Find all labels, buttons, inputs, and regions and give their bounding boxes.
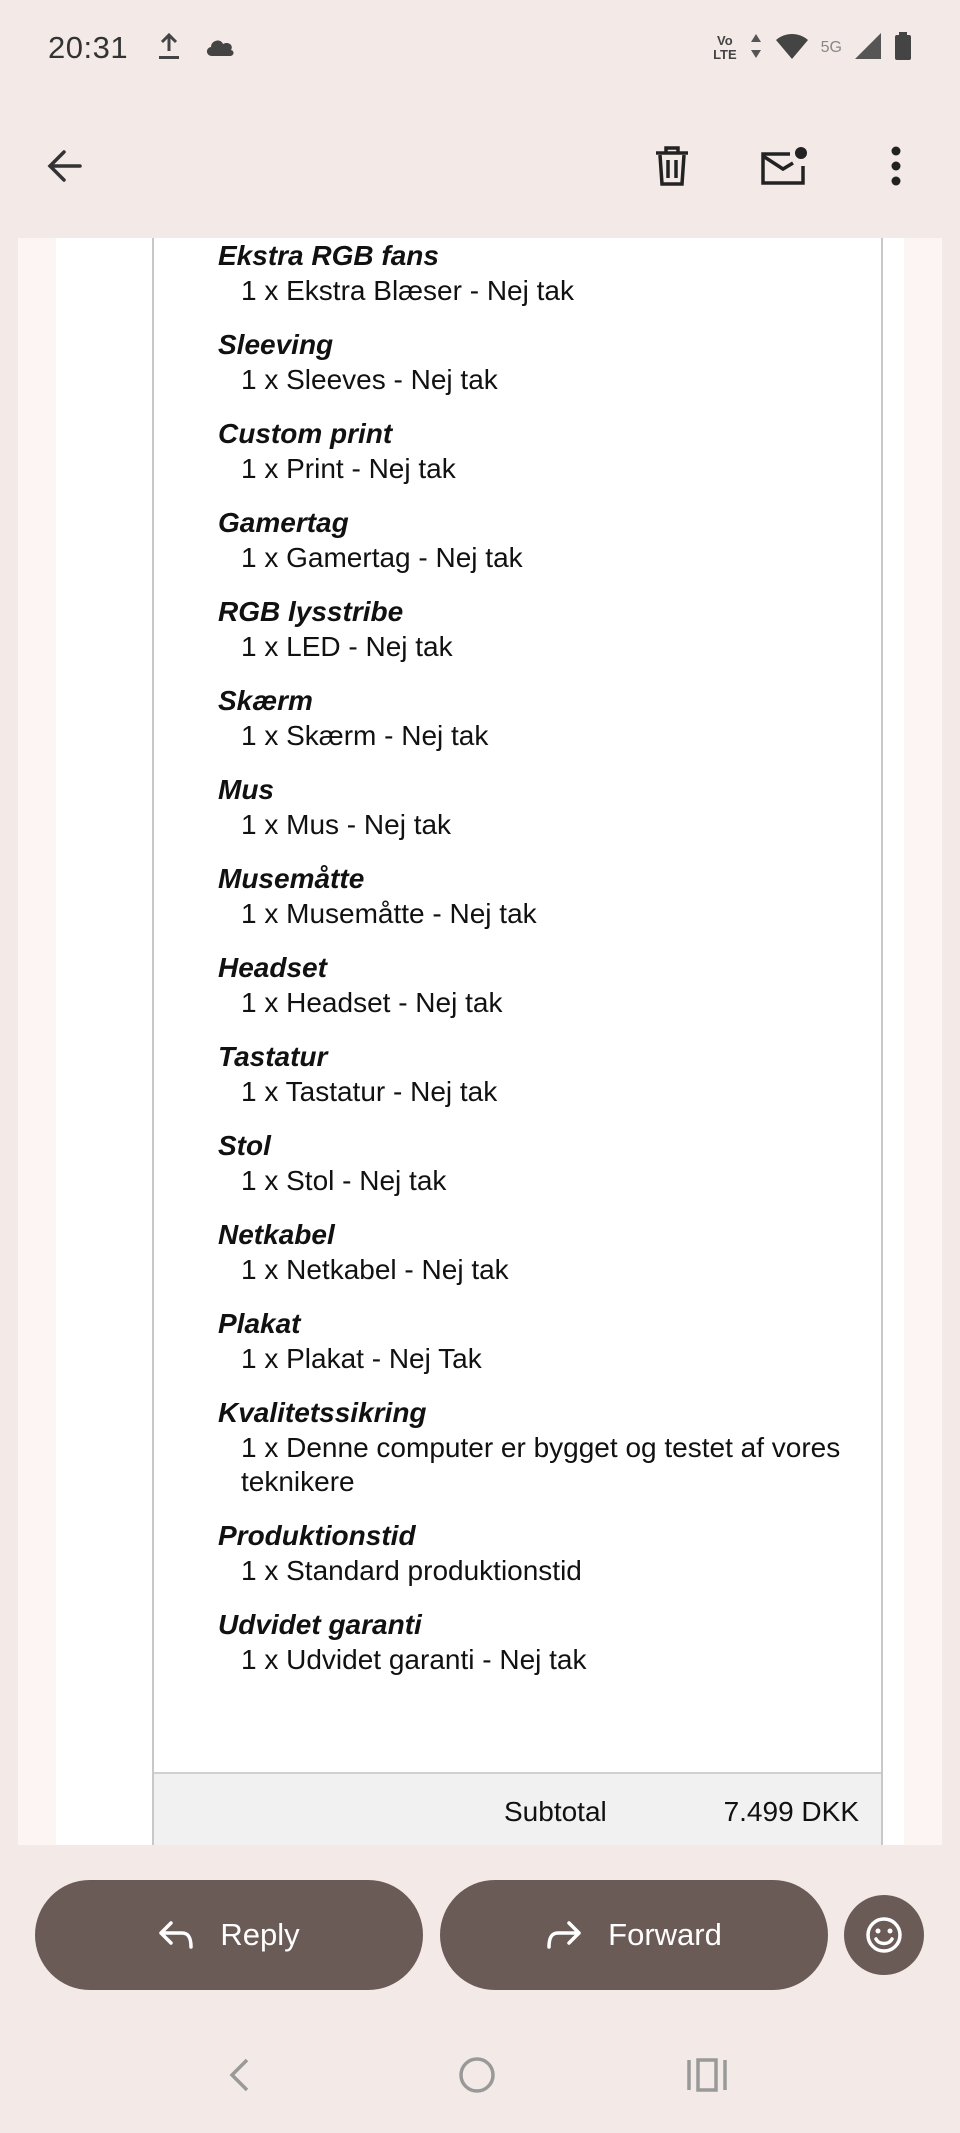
nav-home-button[interactable]: [452, 2050, 502, 2100]
order-item-detail: 1 x Headset - Nej tak: [241, 987, 503, 1018]
order-item-detail: 1 x Musemåtte - Nej tak: [241, 898, 537, 929]
email-body[interactable]: [18, 238, 942, 1845]
forward-button[interactable]: [440, 1880, 828, 1990]
order-item-detail: 1 x Denne computer er bygget og testet af vores teknikere: [241, 1432, 841, 1497]
order-item-title: Plakat: [218, 1308, 301, 1339]
status-right-icons: [713, 31, 912, 66]
order-item: [218, 952, 858, 1020]
order-item: [218, 1219, 858, 1287]
status-time: 20:31: [48, 30, 129, 65]
order-item: [218, 329, 858, 397]
order-item-title: Sleeving: [218, 329, 334, 360]
order-item-title: Udvidet garanti: [218, 1609, 422, 1640]
mark-unread-button[interactable]: [756, 138, 812, 194]
order-item: [218, 1130, 858, 1198]
order-item: [218, 774, 858, 842]
order-item: [218, 1308, 858, 1376]
forward-icon: [546, 1920, 582, 1950]
subtotal-row: [154, 1772, 881, 1845]
mark-unread-icon: [760, 146, 808, 186]
order-item-detail: 1 x Gamertag - Nej tak: [241, 542, 523, 573]
order-item: [218, 863, 858, 931]
order-item-detail: 1 x Stol - Nej tak: [241, 1165, 447, 1196]
order-item: [218, 685, 858, 753]
order-item: [218, 1397, 858, 1499]
nav-recents-button[interactable]: [682, 2050, 732, 2100]
order-item: [218, 240, 858, 308]
order-item-title: Netkabel: [218, 1219, 335, 1250]
subtotal-label: Subtotal: [504, 1796, 607, 1827]
order-item-detail: 1 x Mus - Nej tak: [241, 809, 452, 840]
delete-button[interactable]: [644, 138, 700, 194]
order-item-detail: 1 x Standard produktionstid: [241, 1555, 582, 1586]
order-item: [218, 507, 858, 575]
order-items-list: [218, 240, 858, 1698]
message-actions: [0, 1880, 960, 1990]
reply-button[interactable]: [35, 1880, 423, 1990]
app-bar: [0, 118, 960, 214]
order-item-detail: 1 x Sleeves - Nej tak: [241, 364, 498, 395]
order-item-title: Gamertag: [218, 507, 349, 538]
order-item-detail: 1 x Tastatur - Nej tak: [241, 1076, 498, 1107]
emoji-reaction-button[interactable]: [844, 1895, 924, 1975]
data-arrows-icon: [749, 32, 763, 65]
reply-icon: [158, 1920, 194, 1950]
subtotal-value: 7.499 DKK: [723, 1796, 859, 1827]
nav-back-icon: [227, 2057, 251, 2093]
wifi-icon: [775, 32, 809, 65]
order-details-box: [152, 238, 883, 1845]
order-item-title: Custom print: [218, 418, 393, 449]
volte-bottom: LTE: [713, 47, 737, 62]
back-button[interactable]: [36, 138, 92, 194]
order-item-title: Ekstra RGB fans: [218, 240, 439, 271]
order-item-detail: 1 x Skærm - Nej tak: [241, 720, 489, 751]
cloud-icon: [204, 35, 236, 62]
order-item-detail: 1 x Netkabel - Nej tak: [241, 1254, 509, 1285]
order-item-title: Skærm: [218, 685, 313, 716]
order-item-title: Musemåtte: [218, 863, 365, 894]
system-nav-bar: [0, 2040, 960, 2110]
order-item-detail: 1 x Print - Nej tak: [241, 453, 456, 484]
volte-indicator: [713, 34, 737, 62]
battery-icon: [894, 31, 912, 66]
nav-back-button[interactable]: [214, 2050, 264, 2100]
trash-icon: [654, 145, 690, 187]
order-item-detail: 1 x Ekstra Blæser - Nej tak: [241, 275, 574, 306]
order-item-title: Kvalitetssikring: [218, 1397, 427, 1428]
upload-icon: [156, 31, 182, 66]
volte-top: Vo: [717, 33, 733, 48]
signal-icon: [854, 32, 882, 65]
order-item-detail: 1 x Plakat - Nej Tak: [241, 1343, 482, 1374]
order-item: [218, 1520, 858, 1588]
order-item-title: Headset: [218, 952, 327, 983]
back-arrow-icon: [44, 148, 84, 184]
reply-label: Reply: [220, 1917, 300, 1952]
order-item-title: Stol: [218, 1130, 271, 1161]
order-item: [218, 1041, 858, 1109]
order-item-title: Mus: [218, 774, 274, 805]
nav-recents-icon: [686, 2057, 728, 2093]
network-type: 5G: [820, 39, 842, 56]
order-item-title: RGB lysstribe: [218, 596, 404, 627]
status-left-icons: [156, 31, 236, 66]
nav-home-icon: [457, 2055, 497, 2095]
more-options-button[interactable]: [868, 138, 924, 194]
emoji-icon: [864, 1915, 904, 1955]
order-item: [218, 596, 858, 664]
email-content: [56, 238, 904, 1845]
more-vert-icon: [890, 146, 902, 186]
order-item-title: Tastatur: [218, 1041, 328, 1072]
order-item: [218, 418, 858, 486]
status-bar: [0, 0, 960, 96]
order-item-title: Produktionstid: [218, 1520, 416, 1551]
forward-label: Forward: [608, 1917, 722, 1952]
order-item-detail: 1 x LED - Nej tak: [241, 631, 453, 662]
order-item-detail: 1 x Udvidet garanti - Nej tak: [241, 1644, 587, 1675]
order-item: [218, 1609, 858, 1677]
